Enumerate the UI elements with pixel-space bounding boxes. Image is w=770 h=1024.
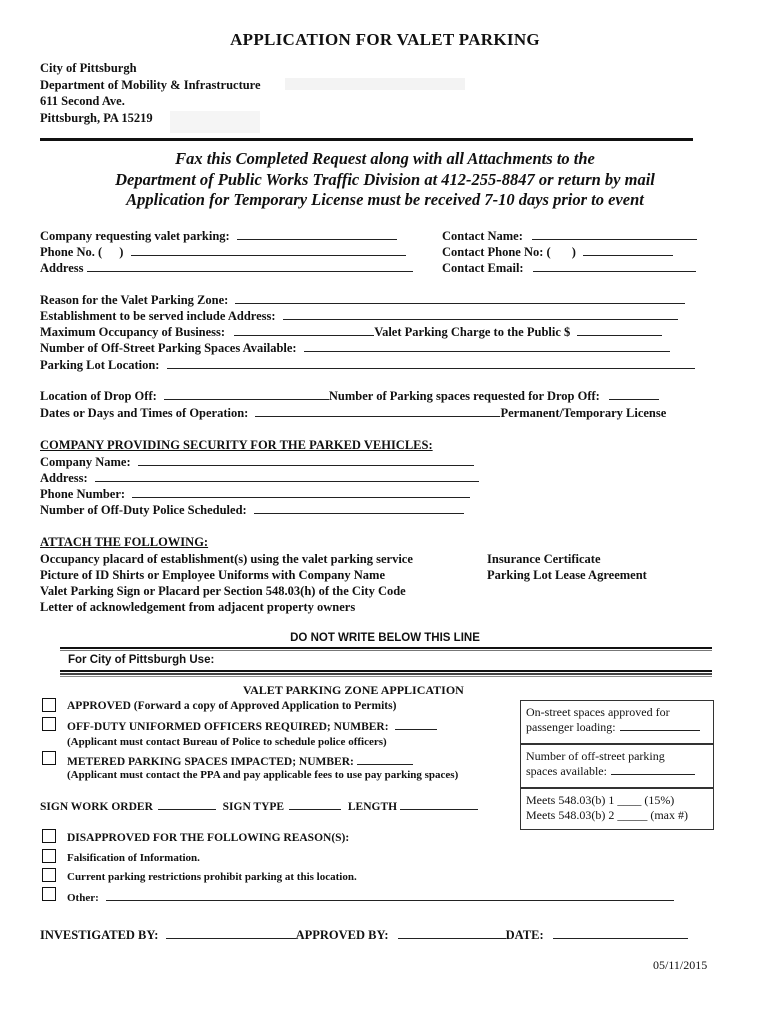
onstreet-box-line2: passenger loading: <box>526 720 616 734</box>
dropoff-label: Location of Drop Off: <box>40 389 157 403</box>
offduty-note: (Applicant must contact Bureau of Police to schedule police officers) <box>67 736 387 748</box>
address-label: Address <box>40 261 84 275</box>
establishment-field[interactable] <box>283 308 678 320</box>
contact-phone-paren: ) <box>571 245 576 259</box>
offstreet-field[interactable] <box>304 340 670 352</box>
attach-item: Insurance Certificate <box>487 552 601 566</box>
security-police-row <box>40 502 464 518</box>
sign-work-order-label: SIGN WORK ORDER <box>40 801 153 813</box>
date-label: DATE: <box>505 928 544 942</box>
attach-item: Occupancy placard of establishment(s) using the valet parking service <box>40 552 413 566</box>
security-company-field[interactable] <box>138 454 474 466</box>
contact-name-field[interactable] <box>532 228 697 240</box>
reason-row <box>40 292 685 308</box>
contact-email-label: Contact Email: <box>442 261 524 275</box>
phone-field[interactable] <box>131 244 406 256</box>
instruction-line-2: Department of Public Works Traffic Division at 412-255-8847 or return by mail <box>115 169 655 189</box>
dates-label: Dates or Days and Times of Operation: <box>40 406 249 420</box>
occupancy-row <box>40 324 662 340</box>
charge-field[interactable] <box>577 324 662 336</box>
security-police-field[interactable] <box>254 502 464 514</box>
header-divider <box>40 138 693 141</box>
other-label: Other: <box>67 892 99 904</box>
fax-instructions <box>0 149 770 211</box>
contact-email-field[interactable] <box>533 260 696 272</box>
approved-by-field[interactable] <box>398 927 506 939</box>
approved-by-label: APPROVED BY: <box>295 928 389 942</box>
offduty-row <box>67 718 437 733</box>
metered-number-field[interactable] <box>357 753 413 765</box>
attach-heading: ATTACH THE FOLLOWING: <box>40 535 209 549</box>
phone-paren: ) <box>119 245 124 259</box>
security-phone-row <box>40 486 470 502</box>
onstreet-spaces-field[interactable] <box>620 720 700 731</box>
parking-lot-field[interactable] <box>167 357 695 369</box>
length-label: LENGTH <box>347 801 398 813</box>
office-divider-top <box>60 647 712 649</box>
max-occupancy-label: Maximum Occupancy of Business: <box>40 325 226 339</box>
offstreet-box-line1: Number of off-street parking <box>526 749 665 763</box>
onstreet-box <box>520 700 714 744</box>
address-line-city: City of Pittsburgh <box>40 61 137 75</box>
meets-line2: Meets 548.03(b) 2 _____ (max #) <box>526 808 688 822</box>
disapproved-label: DISAPPROVED FOR THE FOLLOWING REASON(S): <box>67 832 350 844</box>
office-divider-mid-2 <box>60 673 712 675</box>
investigated-by-label: INVESTIGATED BY: <box>40 928 159 942</box>
attach-item: Valet Parking Sign or Placard per Section 548.03(h) of the City Code <box>40 584 406 598</box>
approved-checkbox[interactable] <box>42 698 56 712</box>
meets-box <box>520 788 714 830</box>
metered-checkbox[interactable] <box>42 751 56 765</box>
falsification-checkbox[interactable] <box>42 849 56 863</box>
office-divider-top-2 <box>60 650 712 651</box>
contact-phone-label: Contact Phone No: ( <box>442 245 551 259</box>
falsification-label: Falsification of Information. <box>67 852 200 864</box>
other-checkbox[interactable] <box>42 887 56 901</box>
metered-note: (Applicant must contact the PPA and pay applicable fees to use pay parking spaces) <box>67 769 459 781</box>
instruction-line-1: Fax this Completed Request along with all Attachments to the <box>175 149 595 168</box>
offduty-checkbox[interactable] <box>42 717 56 731</box>
attach-item: Picture of ID Shirts or Employee Uniforms with Company Name <box>40 568 386 582</box>
metered-label: METERED PARKING SPACES IMPACTED; NUMBER: <box>67 756 354 768</box>
meets-line1: Meets 548.03(b) 1 ____ (15%) <box>526 793 675 807</box>
disapproved-checkbox[interactable] <box>42 829 56 843</box>
date-field[interactable] <box>553 927 688 939</box>
security-address-label: Address: <box>40 471 88 485</box>
reason-label: Reason for the Valet Parking Zone: <box>40 293 229 307</box>
office-divider-mid <box>60 670 712 672</box>
security-address-field[interactable] <box>95 470 479 482</box>
offduty-number-field[interactable] <box>395 718 437 730</box>
security-phone-field[interactable] <box>132 486 470 498</box>
contact-name-row <box>442 228 697 244</box>
instruction-line-3: Application for Temporary License must be received 7-10 days prior to event <box>126 190 644 209</box>
office-divider-mid-3 <box>60 676 712 677</box>
license-label: Permanent/Temporary License <box>500 406 667 420</box>
sign-row <box>40 798 478 813</box>
approved-label: APPROVED (Forward a copy of Approved Application to Permits) <box>67 700 397 712</box>
signature-row <box>40 927 688 943</box>
restrictions-checkbox[interactable] <box>42 868 56 882</box>
reason-field[interactable] <box>235 292 685 304</box>
security-heading: COMPANY PROVIDING SECURITY FOR THE PARKED VEHICLES: <box>40 438 433 452</box>
offstreet-box-line2: spaces available: <box>526 764 607 778</box>
offstreet-label: Number of Off-Street Parking Spaces Available: <box>40 341 297 355</box>
revision-date: 05/11/2015 <box>653 958 708 972</box>
dropoff-spaces-field[interactable] <box>609 388 659 400</box>
phone-label: Phone No. ( <box>40 245 103 259</box>
address-line-city-zip: Pittsburgh, PA 15219 <box>40 110 153 125</box>
security-company-row <box>40 454 474 470</box>
metered-row <box>67 753 413 768</box>
other-field[interactable] <box>106 889 674 901</box>
security-police-label: Number of Off-Duty Police Scheduled: <box>40 503 247 517</box>
charge-label: Valet Parking Charge to the Public $ <box>374 325 571 339</box>
contact-name-label: Contact Name: <box>442 229 523 243</box>
other-row <box>67 889 674 904</box>
parking-lot-label: Parking Lot Location: <box>40 358 160 372</box>
address-line-department: Department of Mobility & Infrastructure <box>40 77 261 92</box>
establishment-row <box>40 308 678 324</box>
attach-item: Parking Lot Lease Agreement <box>487 568 647 582</box>
dropoff-row <box>40 388 659 404</box>
establishment-label: Establishment to be served include Address: <box>40 309 276 323</box>
dropoff-spaces-label: Number of Parking spaces requested for Drop Off: <box>328 389 600 403</box>
security-address-row <box>40 470 479 486</box>
dates-row <box>40 405 666 421</box>
offduty-label: OFF-DUTY UNIFORMED OFFICERS REQUIRED; NUMBER: <box>67 721 389 733</box>
security-phone-label: Phone Number: <box>40 487 126 501</box>
faded-stamp-2 <box>170 111 260 133</box>
company-requesting-field[interactable] <box>237 228 397 240</box>
address-row <box>40 260 413 276</box>
address-field[interactable] <box>87 260 413 272</box>
offstreet-row <box>40 340 670 356</box>
contact-phone-field[interactable] <box>583 244 673 256</box>
attach-item: Letter of acknowledgement from adjacent property owners <box>40 600 356 614</box>
security-company-label: Company Name: <box>40 455 131 469</box>
sign-type-label: SIGN TYPE <box>222 801 285 813</box>
faded-stamp <box>285 78 465 90</box>
sign-work-order-field[interactable] <box>158 798 216 810</box>
dropoff-field[interactable] <box>164 388 329 400</box>
length-field[interactable] <box>400 798 478 810</box>
restrictions-label: Current parking restrictions prohibit parking at this location. <box>67 871 357 883</box>
phone-row <box>40 244 406 260</box>
company-requesting-label: Company requesting valet parking: <box>40 229 230 243</box>
attach-left-list <box>40 551 413 615</box>
company-row <box>40 228 397 244</box>
do-not-write-label: DO NOT WRITE BELOW THIS LINE <box>290 632 480 644</box>
address-line-street: 611 Second Ave. <box>40 94 125 108</box>
parking-lot-row <box>40 357 695 373</box>
page-title: APPLICATION FOR VALET PARKING <box>230 30 540 49</box>
attach-right-list <box>487 551 647 583</box>
max-occupancy-field[interactable] <box>234 324 374 336</box>
city-use-label: For City of Pittsburgh Use: <box>68 654 215 666</box>
contact-phone-row <box>442 244 673 260</box>
investigated-by-field[interactable] <box>166 927 296 939</box>
sign-type-field[interactable] <box>289 798 341 810</box>
dates-field[interactable] <box>255 405 500 417</box>
onstreet-box-line1: On-street spaces approved for <box>526 705 670 719</box>
contact-email-row <box>442 260 696 276</box>
offstreet-box <box>520 744 714 788</box>
offstreet-spaces-field[interactable] <box>611 764 695 775</box>
zone-heading: VALET PARKING ZONE APPLICATION <box>243 683 464 697</box>
